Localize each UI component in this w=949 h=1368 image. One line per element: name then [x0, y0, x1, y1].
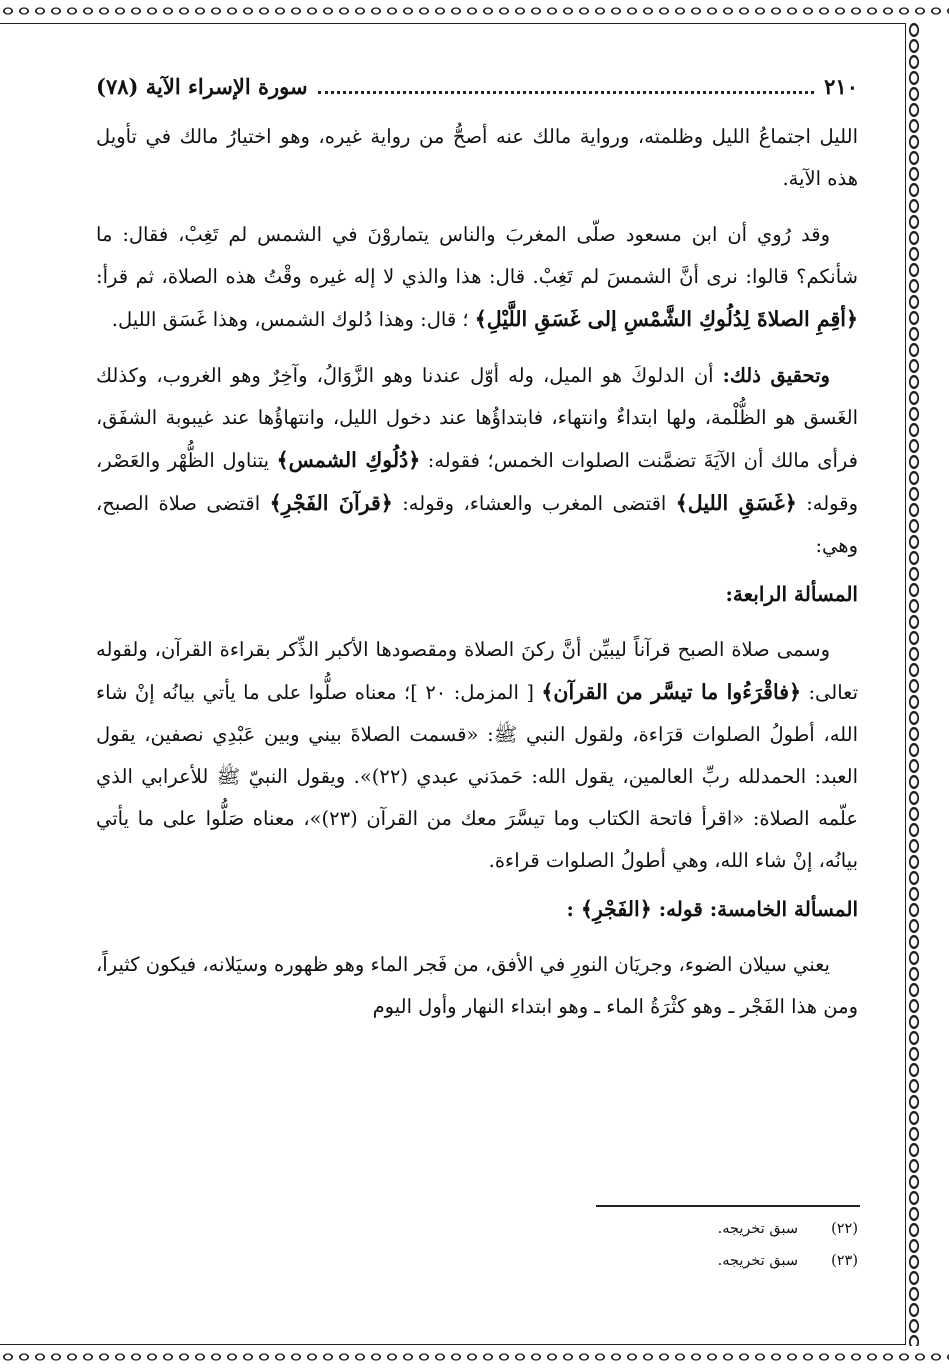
decorative-border-top: [0, 0, 949, 22]
footnote-number: (٢٣): [831, 1253, 858, 1269]
border-rule: [0, 1344, 906, 1345]
paragraph-text: أن الدلوكَ هو الميل، وله أوّل عندنا وهو الزَّوَالُ، وآخِرٌ وهو الغروب، وكذلك الغَسق هو الظُّلْمة، ولها ابتداءٌ وانتهاء، فابتداؤُها عند دخول الليل، وانتهاؤُها عند غيبوبة الشفَق، فرأى مالك أن الآيَةَ تضمَّنت الصلوات الخمس؛ فقوله:: [96, 364, 858, 472]
header-dot-leader: [318, 77, 815, 94]
footnote-text: سبق تخريجه.: [717, 1253, 798, 1269]
paragraph-text: وسمى صلاة الصبح قرآناً ليبيِّن أنَّ ركنَ الصلاة ومقصودها الأكبر الذِّكر بقراءة القرآن، ولقوله تعالى:: [96, 638, 859, 704]
footnote-text: سبق تخريجه.: [717, 1221, 798, 1237]
footnote: [600, 1213, 858, 1245]
running-title: سورة الإسراء الآية (٧٨): [96, 74, 308, 99]
quran-verse: ﴿دُلُوكِ الشمس﴾: [276, 448, 421, 472]
paragraph-text: اقتضى صلاة الصبح، وهي:: [96, 492, 858, 557]
paragraph-text: ؛ قال: وهذا دُلوك الشمس، وهذا غَسَق الليل.: [111, 308, 469, 331]
page-content: [96, 74, 858, 1028]
paragraph-text: يتناول الظُّهْر والعَصْر، وقوله:: [96, 449, 858, 515]
paragraph-text: اقتضى المغرب والعشاء، وقوله:: [402, 492, 667, 515]
quran-verse: ﴿الفَجْرِ﴾: [580, 897, 652, 921]
paragraph-text: [ المزمل: ٢٠ ]؛ معناه صلُّوا على ما يأتي بيانُه إنْ شاء الله، أطولُ الصلوات قرَاءة، ولقول النبي ﷺ: «قسمت الصلاةَ بيني وبين عَبْدِي نصفين، يقول العبد: الحمدلله ربِّ العالمين، يقول الله: حَمدَني عبدي (٢٢)». ويقول النبيّ ﷺ للأعرابي الذي علّمه الصلاة: «اقرأ فاتحة الكتاب وما تيسَّرَ معك من القرآن (٢٣)»، معناه صَلُّوا على ما يأتي بيانُه، إنْ شاء الله، وهي أطولُ الصلوات قراءة.: [96, 681, 859, 872]
decorative-border-bottom: [0, 1346, 949, 1368]
footnote-number: (٢٢): [831, 1221, 858, 1237]
paragraph: [96, 116, 858, 200]
paragraph: [96, 355, 858, 567]
running-header: [96, 74, 858, 116]
footnotes: [600, 1213, 858, 1277]
section-heading-text: المسألة الخامسة: قوله:: [658, 897, 858, 921]
paragraph: [96, 214, 858, 341]
paragraph-lead: وتحقيق ذلك:: [722, 364, 830, 387]
border-rule: [0, 23, 906, 24]
footnote-separator: [596, 1205, 860, 1207]
quran-verse: ﴿فاقْرَءُوا ما تيسَّر من القرآن﴾: [541, 680, 802, 704]
paragraph-text: الليل اجتماعُ الليل وظلمته، ورواية مالك عنه أصحُّ من رواية غيره، وهو اختيارُ مالك في تأويل هذه الآية.: [96, 125, 858, 190]
page-number: ٢١٠: [824, 74, 858, 99]
quran-verse: ﴿قرآنَ الفَجْرِ﴾: [269, 491, 393, 515]
section-heading: المسألة الرابعة:: [725, 582, 858, 606]
footnote: [600, 1245, 858, 1277]
section-heading: [96, 888, 858, 930]
border-rule: [905, 23, 906, 1345]
decorative-border-right: [906, 22, 922, 1346]
section-heading-colon: :: [566, 897, 574, 921]
quran-verse: ﴿غَسَقِ الليل﴾: [675, 491, 797, 515]
paragraph-text: يعني سيلان الضوء، وجريَان النورِ في الأفق، من فَجر الماء وهو ظهوره وسيَلانه، فيكون كثيراً، ومن هذا الفَجْر ـ وهو كثْرَةُ الماء ـ وهو ابتداء النهار وأول اليوم: [96, 953, 858, 1018]
paragraph: [96, 629, 858, 882]
quran-verse: ﴿أقِمِ الصلاةَ لِدُلُوكِ الشَّمْسِ إلى غَسَقِ اللَّيْلِ﴾: [474, 307, 858, 331]
paragraph: [96, 944, 858, 1028]
paragraph-text: وقد رُوي أن ابن مسعود صلّى المغربَ والناس يتماروْنَ في الشمس لم تَغِبْ، فقال: ما شأنكم؟ قالوا: نرى أنَّ الشمسَ لم تَغِبْ. قال: هذا والذي لا إله غيره وقْتُ هذه الصلاة، ثم قرأ:: [96, 223, 858, 288]
